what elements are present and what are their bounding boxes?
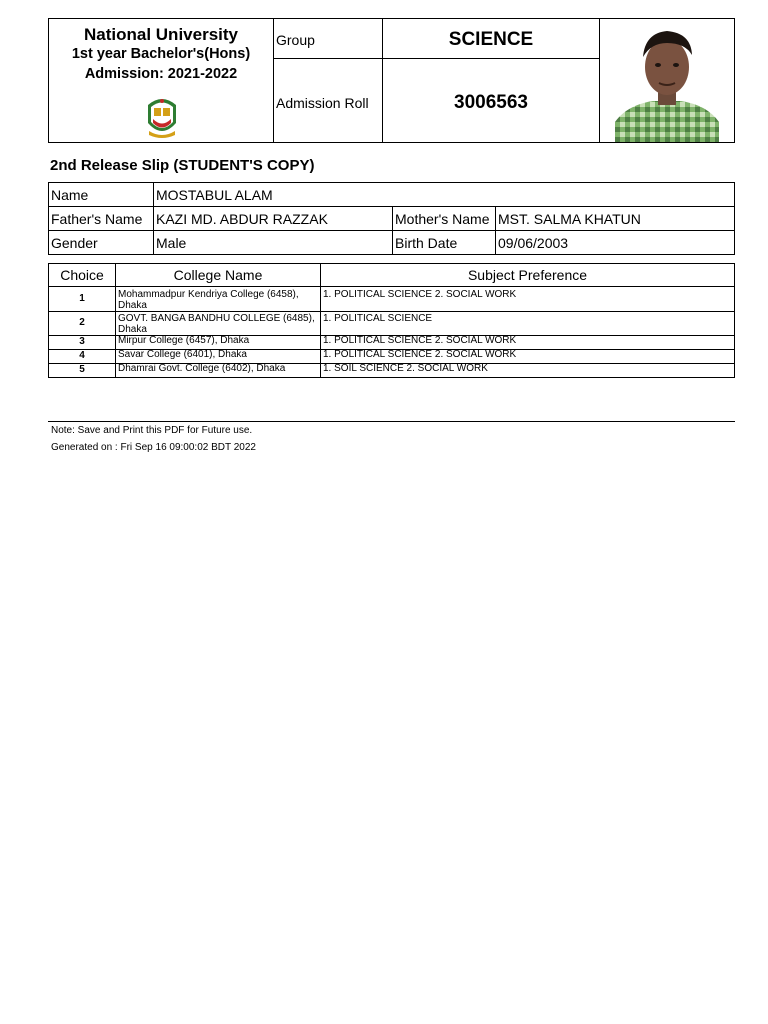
column-header: Choice xyxy=(49,264,116,287)
father-name: KAZI MD. ABDUR RAZZAK xyxy=(154,207,393,231)
student-name: MOSTABUL ALAM xyxy=(154,183,735,207)
university-logo-icon xyxy=(145,95,179,139)
group-value: SCIENCE xyxy=(448,29,534,50)
table-row xyxy=(49,207,735,231)
college-choice-table xyxy=(48,263,735,378)
table-row xyxy=(49,231,735,255)
table-header-row xyxy=(49,264,735,287)
choice-number: 3 xyxy=(49,336,116,350)
divider xyxy=(599,19,600,142)
footer-note: Note: Save and Print this PDF for Future use. xyxy=(51,425,253,436)
admission-session: Admission: 2021-2022 xyxy=(84,66,238,82)
university-name: National University xyxy=(84,25,238,44)
slip-title: 2nd Release Slip (STUDENT'S COPY) xyxy=(50,157,315,174)
column-header: Subject Preference xyxy=(321,264,735,287)
subject-preference: 1. POLITICAL SCIENCE 2. SOCIAL WORK xyxy=(321,336,735,350)
table-row xyxy=(49,364,735,378)
choice-number: 5 xyxy=(49,364,116,378)
group-label: Group xyxy=(276,32,315,48)
father-label: Father's Name xyxy=(49,207,154,231)
student-info-table xyxy=(48,182,735,255)
roll-label: Admission Roll xyxy=(276,95,369,111)
gender-value: Male xyxy=(154,231,393,255)
table-row xyxy=(49,336,735,350)
subject-preference: 1. SOIL SCIENCE 2. SOCIAL WORK xyxy=(321,364,735,378)
gender-label: Gender xyxy=(49,231,154,255)
table-row xyxy=(49,312,735,336)
college-name: Dhamrai Govt. College (6402), Dhaka xyxy=(116,364,321,378)
subject-preference: 1. POLITICAL SCIENCE 2. SOCIAL WORK xyxy=(321,287,735,312)
mother-name: MST. SALMA KHATUN xyxy=(496,207,735,231)
student-photo xyxy=(615,27,719,142)
college-name: Mirpur College (6457), Dhaka xyxy=(116,336,321,350)
college-name: GOVT. BANGA BANDHU COLLEGE (6485), Dhaka xyxy=(116,312,321,336)
table-row xyxy=(49,183,735,207)
program-name: 1st year Bachelor's(Hons) xyxy=(71,46,251,62)
birth-value: 09/06/2003 xyxy=(496,231,735,255)
subject-preference: 1. POLITICAL SCIENCE xyxy=(321,312,735,336)
choice-number: 4 xyxy=(49,350,116,364)
choice-number: 2 xyxy=(49,312,116,336)
divider xyxy=(273,58,599,59)
mother-label: Mother's Name xyxy=(393,207,496,231)
college-name: Mohammadpur Kendriya College (6458), Dhaka xyxy=(116,287,321,312)
choice-number: 1 xyxy=(49,287,116,312)
footer-divider xyxy=(48,421,735,422)
name-label: Name xyxy=(49,183,154,207)
table-row xyxy=(49,350,735,364)
roll-value: 3006563 xyxy=(454,92,528,113)
admission-header xyxy=(48,18,735,143)
subject-preference: 1. POLITICAL SCIENCE 2. SOCIAL WORK xyxy=(321,350,735,364)
table-row xyxy=(49,287,735,312)
college-name: Savar College (6401), Dhaka xyxy=(116,350,321,364)
divider xyxy=(273,19,274,142)
birth-label: Birth Date xyxy=(393,231,496,255)
generated-timestamp: Generated on : Fri Sep 16 09:00:02 BDT 2022 xyxy=(51,442,256,453)
column-header: College Name xyxy=(116,264,321,287)
